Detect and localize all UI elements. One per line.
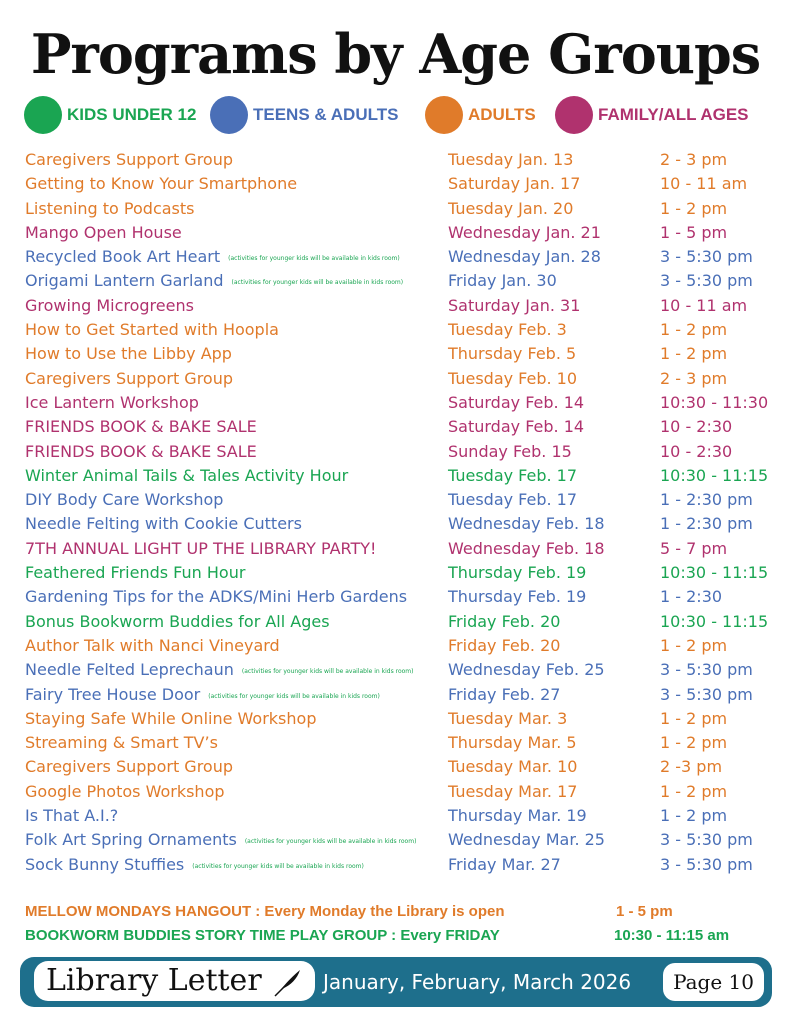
- legend-family: [555, 95, 749, 135]
- program-time: 3 - 5:30 pm: [660, 854, 753, 874]
- issue-dates: January, February, March 2026: [323, 970, 632, 994]
- adults-dot-icon: [425, 96, 463, 134]
- program-date: Friday Jan. 30: [448, 271, 557, 291]
- program-date: Tuesday Mar. 17: [448, 781, 578, 801]
- program-time: 3 - 5:30 pm: [660, 660, 753, 680]
- legend-teens-adults: [210, 95, 398, 135]
- program-name: Winter Animal Tails & Tales Activity Hour: [25, 465, 349, 485]
- program-name: Caregivers Support Group: [25, 150, 234, 169]
- program-name: DIY Body Care Workshop: [25, 490, 224, 510]
- program-time: 1 - 2:30: [660, 587, 723, 607]
- kids-room-note: (activities for younger kids will be available in kids room): [208, 692, 380, 700]
- program-date: Wednesday Jan. 28: [448, 247, 601, 267]
- legend-kids: [24, 95, 196, 135]
- program-date: Wednesday Mar. 25: [448, 830, 605, 850]
- program-date: Friday Feb. 27: [448, 684, 561, 704]
- program-name: Needle Felting with Cookie Cutters: [25, 514, 302, 534]
- program-row: [0, 440, 791, 464]
- program-row: [0, 853, 791, 877]
- program-time: 1 - 2 pm: [660, 344, 728, 364]
- program-time: 5 - 7 pm: [660, 538, 728, 558]
- program-row: [0, 464, 791, 488]
- program-name: 7TH ANNUAL LIGHT UP THE LIBRARY PARTY!: [25, 538, 377, 558]
- age-group-legend: [0, 95, 791, 135]
- program-row: [0, 391, 791, 415]
- program-time: 10 - 2:30: [660, 417, 733, 437]
- program-time: 1 - 2 pm: [660, 320, 728, 340]
- program-time: 3 - 5:30 pm: [660, 830, 753, 850]
- program-date: Thursday Mar. 5: [448, 733, 577, 753]
- program-date: Friday Feb. 20: [448, 635, 561, 655]
- program-date: Saturday Feb. 14: [448, 392, 585, 412]
- program-row: [0, 512, 791, 536]
- program-time: 3 - 5:30 pm: [660, 247, 753, 267]
- program-date: Friday Feb. 20: [448, 611, 561, 631]
- program-time: 2 -3 pm: [660, 757, 723, 777]
- program-time: 1 - 2:30 pm: [660, 514, 753, 534]
- program-list: [0, 148, 791, 877]
- program-date: Wednesday Feb. 18: [448, 538, 605, 558]
- program-time: 1 - 2:30 pm: [660, 490, 753, 510]
- program-date: Friday Mar. 27: [448, 854, 561, 874]
- program-row: [0, 585, 791, 609]
- program-date: Wednesday Feb. 18: [448, 514, 605, 534]
- program-date: Wednesday Feb. 25: [448, 660, 605, 680]
- program-date: Thursday Feb. 19: [448, 587, 587, 607]
- program-time: 1 - 2 pm: [660, 198, 728, 218]
- program-row: [0, 561, 791, 585]
- program-row: [0, 610, 791, 634]
- program-row: [0, 415, 791, 439]
- legend-label: KIDS UNDER 12: [67, 105, 197, 124]
- program-time: 10:30 - 11:30: [660, 392, 769, 412]
- program-name: Caregivers Support Group: [25, 757, 234, 777]
- program-time: 1 - 2 pm: [660, 635, 728, 655]
- program-time: 1 - 5 pm: [660, 222, 728, 242]
- program-row: [0, 634, 791, 658]
- program-row: [0, 731, 791, 755]
- quill-icon: [273, 967, 303, 997]
- program-date: Tuesday Jan. 20: [448, 198, 574, 218]
- program-date: Sunday Feb. 15: [448, 441, 572, 461]
- program-time: 3 - 5:30 pm: [660, 271, 753, 291]
- program-name: Author Talk with Nanci Vineyard: [25, 635, 280, 655]
- legend-adults: [425, 95, 536, 135]
- program-time: 10:30 - 11:15: [660, 563, 769, 583]
- kids-room-note: (activities for younger kids will be available in kids room): [231, 279, 404, 287]
- program-name: Growing Microgreens: [25, 295, 194, 315]
- program-name: Feathered Friends Fun Hour: [25, 563, 246, 583]
- program-name: Streaming & Smart TV’s: [25, 733, 218, 753]
- program-name: Sock Bunny Stuffies (activities for younger kids will be available in kids room): [25, 854, 364, 874]
- program-time: 10:30 - 11:15: [660, 465, 769, 485]
- footer-time: 1 - 5 pm: [616, 903, 673, 920]
- program-date: Tuesday Feb. 10: [448, 368, 578, 388]
- program-name: Bonus Bookworm Buddies for All Ages: [25, 611, 330, 631]
- program-row: [0, 755, 791, 779]
- library-letter-banner: [20, 957, 772, 1007]
- program-row: [0, 488, 791, 512]
- footer-time: 10:30 - 11:15 am: [614, 927, 730, 944]
- program-name: Ice Lantern Workshop: [25, 392, 199, 412]
- program-name: FRIENDS BOOK & BAKE SALE: [25, 417, 257, 437]
- program-date: Tuesday Feb. 17: [448, 465, 578, 485]
- program-time: 2 - 3 pm: [660, 368, 728, 388]
- program-name: Getting to Know Your Smartphone: [25, 174, 298, 194]
- program-name: FRIENDS BOOK & BAKE SALE: [25, 441, 257, 461]
- program-time: 10:30 - 11:15: [660, 611, 769, 631]
- program-name: Needle Felted Leprechaun (activities for younger kids will be available in kids room): [25, 660, 414, 680]
- program-row: [0, 828, 791, 852]
- program-date: Tuesday Mar. 3: [448, 708, 568, 728]
- program-time: 3 - 5:30 pm: [660, 684, 753, 704]
- program-row: [0, 197, 791, 221]
- program-name: Mango Open House: [25, 222, 182, 242]
- footer-text: MELLOW MONDAYS HANGOUT : Every Monday the Library is open: [25, 903, 505, 920]
- program-name: Recycled Book Art Heart (activities for younger kids will be available in kids room): [25, 247, 400, 267]
- program-date: Tuesday Jan. 13: [448, 150, 574, 169]
- program-name: Is That A.I.?: [25, 806, 119, 826]
- teens-adults-dot-icon: [210, 96, 248, 134]
- program-row: [0, 780, 791, 804]
- program-date: Tuesday Mar. 10: [448, 757, 578, 777]
- program-time: 10 - 11 am: [660, 295, 748, 315]
- kids-room-note: (activities for younger kids will be available in kids room): [192, 862, 364, 870]
- program-time: 10 - 2:30: [660, 441, 733, 461]
- program-name: Gardening Tips for the ADKS/Mini Herb Gardens: [25, 587, 408, 607]
- legend-label: FAMILY/ALL AGES: [598, 105, 749, 124]
- kids-dot-icon: [24, 96, 62, 134]
- program-row: [0, 172, 791, 196]
- program-row: [0, 342, 791, 366]
- program-name: Folk Art Spring Ornaments (activities for younger kids will be available in kids room): [25, 830, 417, 850]
- library-letter-logo: [34, 961, 315, 1001]
- program-date: Thursday Feb. 19: [448, 563, 587, 583]
- program-name: How to Get Started with Hoopla: [25, 320, 279, 340]
- program-name: Listening to Podcasts: [25, 198, 195, 218]
- program-row: [0, 294, 791, 318]
- program-time: 10 - 11 am: [660, 174, 748, 194]
- page-title: Programs by Age Groups: [30, 22, 761, 86]
- program-time: 1 - 2 pm: [660, 806, 728, 826]
- program-date: Wednesday Jan. 21: [448, 222, 601, 242]
- page-number: Page 10: [663, 963, 764, 1001]
- program-row: [0, 318, 791, 342]
- family-dot-icon: [555, 96, 593, 134]
- program-date: Tuesday Feb. 17: [448, 490, 578, 510]
- program-time: 1 - 2 pm: [660, 733, 728, 753]
- program-row: [0, 683, 791, 707]
- program-time: 1 - 2 pm: [660, 708, 728, 728]
- program-row: [0, 804, 791, 828]
- program-name: How to Use the Libby App: [25, 344, 232, 364]
- program-name: Staying Safe While Online Workshop: [25, 708, 317, 728]
- footer-text: BOOKWORM BUDDIES STORY TIME PLAY GROUP : Every FRIDAY: [25, 927, 500, 944]
- kids-room-note: (activities for younger kids will be available in kids room): [244, 838, 417, 846]
- program-row: [0, 707, 791, 731]
- program-time: 1 - 2 pm: [660, 781, 728, 801]
- program-name: Google Photos Workshop: [25, 781, 225, 801]
- program-date: Saturday Jan. 17: [448, 174, 581, 194]
- program-date: Tuesday Feb. 3: [448, 320, 567, 340]
- program-row: [0, 221, 791, 245]
- program-date: Thursday Feb. 5: [448, 344, 577, 364]
- program-row: [0, 367, 791, 391]
- kids-room-note: (activities for younger kids will be available in kids room): [241, 668, 414, 676]
- kids-room-note: (activities for younger kids will be available in kids room): [228, 255, 400, 263]
- program-name: Caregivers Support Group: [25, 368, 234, 388]
- legend-label: TEENS & ADULTS: [253, 105, 399, 124]
- program-row: [0, 269, 791, 293]
- program-row: [0, 148, 791, 172]
- legend-label: ADULTS: [468, 105, 536, 124]
- program-date: Saturday Jan. 31: [448, 295, 581, 315]
- program-row: [0, 537, 791, 561]
- program-time: 2 - 3 pm: [660, 150, 728, 169]
- program-date: Saturday Feb. 14: [448, 417, 585, 437]
- logo-text: Library Letter: [46, 963, 262, 998]
- program-name: Origami Lantern Garland (activities for younger kids will be available in kids room): [25, 271, 404, 291]
- program-row: [0, 658, 791, 682]
- program-date: Thursday Mar. 19: [448, 806, 587, 826]
- program-name: Fairy Tree House Door (activities for younger kids will be available in kids room): [25, 684, 380, 704]
- program-row: [0, 245, 791, 269]
